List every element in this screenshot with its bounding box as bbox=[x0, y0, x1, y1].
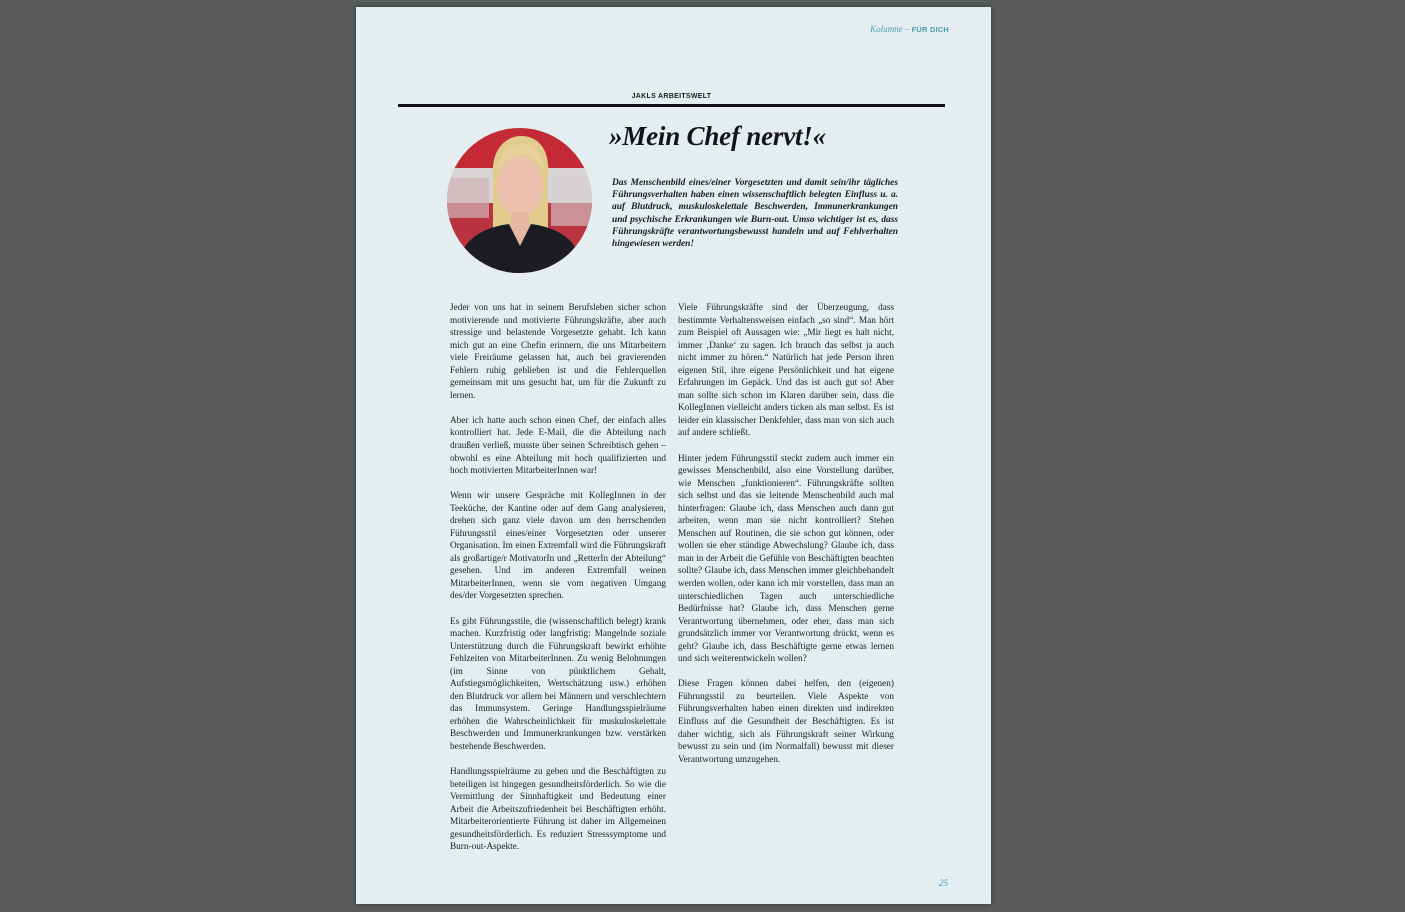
body-paragraph: Hinter jedem Führungsstil steckt zudem auch immer ein gewisses Menschenbild, also eine Vorstellung darüber, wie Menschen „funktionieren“. Führungskräfte sollten sich selbst und das sie leitende Menschenbild auch mal hinterfragen: Glaube ich, dass Menschen auch dann gut arbeiten, wenn man sie nicht kontrolliert? Stehen Menschen auf Routinen, die sie schon gut können, oder wollen sie eher ständige Abwechslung? Glaube ich, dass man in der Arbeit die Gefühle von Beschäftigten beachten sollte? Glaube ich, dass Menschen immer gleichbehandelt werden wollen, oder kann ich mir vorstellen, dass man an unterschiedlichen Tagen auch unterschiedliche Bedürfnisse hat? Glaube ich, dass Menschen gerne Verantwortung übernehmen, oder eher, dass man sich grundsätzlich immer vor Verantwortung drückt, wenn es geht? Glaube ich, dass Beschäftigte gerne etwas lernen und sich weiterentwickeln wollen? bbox=[678, 453, 894, 665]
section-label: FÜR DICH bbox=[911, 25, 949, 34]
lead-paragraph: Das Menschenbild eines/einer Vorgesetzten und damit sein/ihr tägliches Führungsverhalten haben einen wissenschaftlich belegten Einfluss u. a. auf Blutdruck, muskuloskelettale Beschwerden, Immunerkrankungen und psychische Erkrankungen wie Burn-out. Umso wichtiger ist es, dass Führungskräfte verantwortungsbewusst handeln und auf Fehlverhalten hingewiesen werden! bbox=[612, 178, 898, 250]
body-paragraph: Es gibt Führungsstile, die (wissenschaftlich belegt) krank machen. Kurzfristig oder langfristig: Mangelnde soziale Unterstützung durch die Führungskraft bewirkt erhöhte Fehlzeiten von MitarbeiterInnen. Zu wenig Belohnungen (im Sinne von pünktlichem Gehalt, Aufstiegsmöglichkeiten, Wertschätzung usw.) erhöhen den Blutdruck vor allem bei Männern und verschlechtern das Immunsystem. Geringe Handlungsspielräume erhöhen die Wahrscheinlichkeit für muskuloskelettale Beschwerden und Immunerkrankungen bzw. verstärken bestehende Beschwerden. bbox=[450, 616, 666, 752]
body-paragraph: Handlungsspielräume zu geben und die Beschäftigten zu beteiligen ist hingegen gesundheitsförderlich. So wie die Vermittlung der Sinnhaftigkeit und Bedeutung einer Arbeit die Arbeitszufriedenheit bei Beschäftigten erhöht. Mitarbeiterorientierte Führung ist daher im Allgemeinen gesundheitsförderlich. Es reduziert Stresssymptome und Burn-out-Aspekte. bbox=[450, 767, 666, 853]
body-paragraph: Aber ich hatte auch schon einen Chef, der einfach alles kontrolliert hat. Jede E-Mail, die die Abteilung nach draußen verließ, musste über seinen Schreibtisch gehen – obwohl es eine Abteilung mit hoch qualifizierten und hoch motivierten MitarbeiterInnen war! bbox=[450, 415, 666, 477]
document-page bbox=[356, 7, 991, 904]
page-number: 25 bbox=[939, 878, 948, 888]
column-label: Kolumne bbox=[870, 24, 903, 34]
portrait-image bbox=[447, 128, 592, 273]
running-head bbox=[870, 24, 949, 34]
body-column-right bbox=[678, 302, 894, 779]
header-rule bbox=[398, 104, 945, 107]
headline: »Mein Chef nervt!« bbox=[609, 121, 826, 151]
kicker: JAKLS ARBEITSWELT bbox=[631, 93, 712, 100]
body-paragraph: Diese Fragen können dabei helfen, den (eigenen) Führungsstil zu beurteilen. Viele Aspekte von Führungsverhalten haben einen direkten und indirekten Einfluss auf die Gesundheit der Beschäftigten. Es ist daher wichtig, sich als Führungskraft seiner Wirkung bewusst zu sein und (im Normalfall) bewusst mit dieser Verantwortung umzugehen. bbox=[678, 679, 894, 765]
body-column-left bbox=[450, 302, 666, 866]
running-head-separator: – bbox=[902, 24, 912, 34]
body-paragraph: Viele Führungskräfte sind der Überzeugung, dass bestimmte Verhaltensweisen einfach „so sind“. Man hört zum Beispiel oft Aussagen wie: „Mir liegt es halt nicht, immer ‚Danke‘ zu sagen. Ich brauch das selbst ja auch nicht immer zu hören.“ Natürlich hat jede Person ihren eigenen Stil, ihre eigene Persönlichkeit und hat eigene Erfahrungen im Gepäck. Und das ist auch gut so! Aber man sollte sich schon im Klaren darüber sein, dass die KollegInnen vielleicht anders ticken als man selbst. Es ist leider ein klassischer Denkfehler, dass man von sich auch auf andere schließt. bbox=[678, 303, 894, 439]
body-paragraph: Jeder von uns hat in seinem Berufsleben sicher schon motivierende und motivierte Führungskräfte, aber auch stressige und belastende Vorgesetzte gehabt. Ich kann mich gut an eine Chefin erinnern, die uns Mitarbeitern viele Freiräume gelassen hat, auch bei gravierenden Fehlern ruhig geblieben ist und die Fehlerquellen gemeinsam mit uns gesucht hat, um für die Zukunft zu lernen. bbox=[450, 303, 666, 401]
body-paragraph: Wenn wir unsere Gespräche mit KollegInnen in der Teeküche, der Kantine oder auf dem Gang analysieren, drehen sich ganz viele davon um den herrschenden Führungsstil eines/einer Vorgesetzten oder unserer Organisation. Im einen Extremfall wird die Führungskraft als großartige/r MotivatorIn und „RetterIn der Abteilung“ gesehen. Und im anderen Extremfall weinen MitarbeiterInnen, wenn sie vom negativen Umgang des/der Vorgesetzten sprechen. bbox=[450, 491, 666, 602]
author-portrait bbox=[447, 128, 592, 273]
